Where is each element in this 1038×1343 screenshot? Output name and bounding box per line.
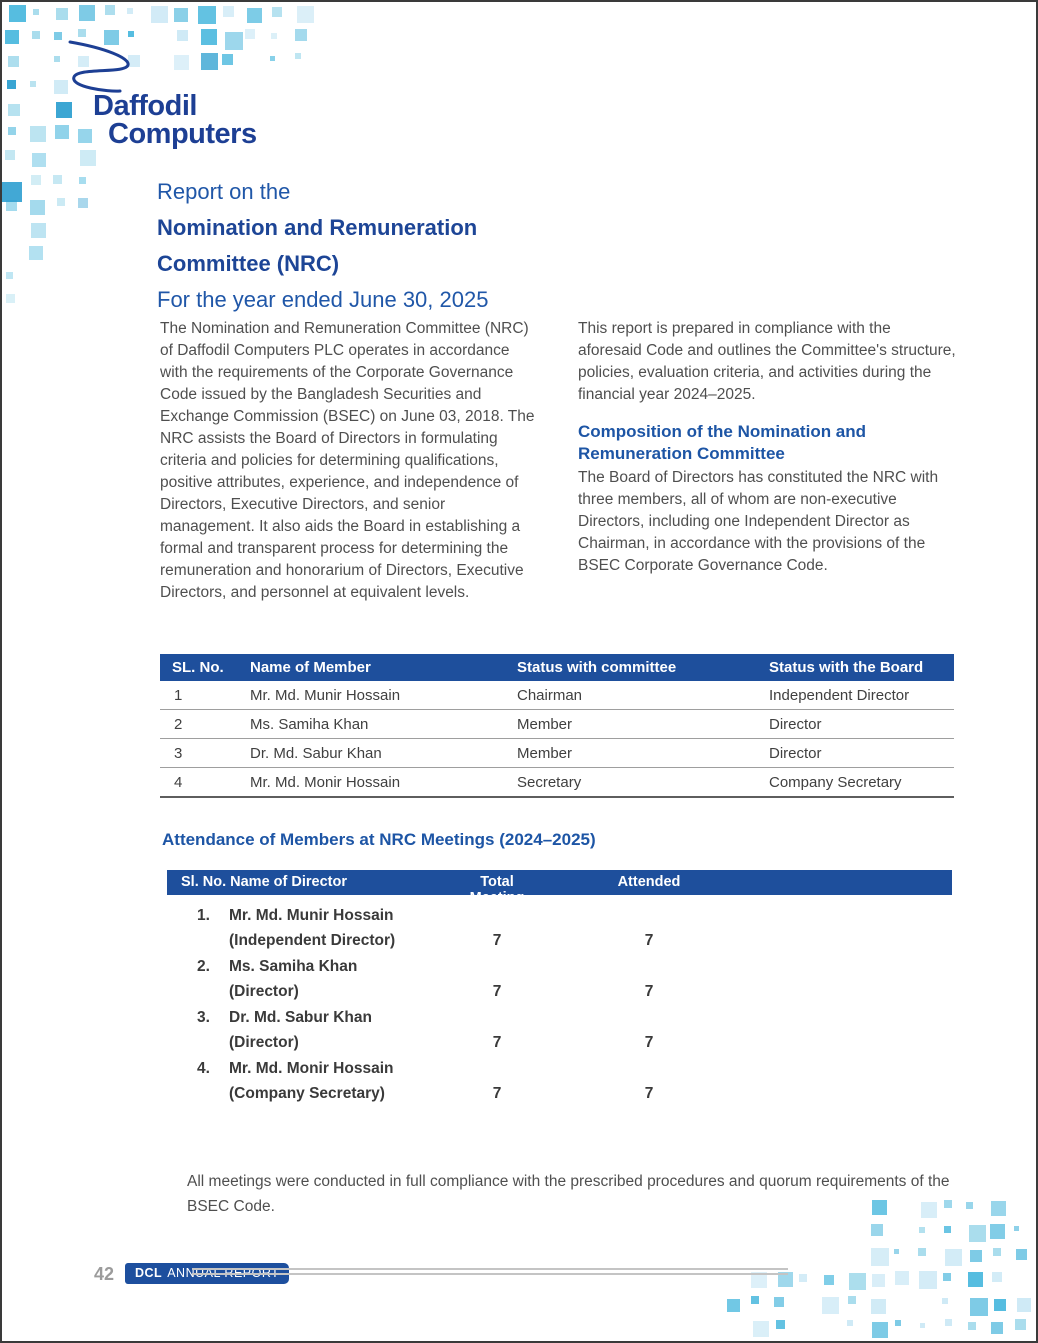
entry-role: (Director) <box>229 1034 299 1051</box>
cell-name: Ms. Samiha Khan <box>250 715 369 733</box>
cell-committee: Member <box>517 744 573 762</box>
members-header-committee: Status with committee <box>517 659 677 676</box>
entry-role: (Director) <box>229 983 299 1000</box>
members-header-sl: SL. No. <box>172 659 224 676</box>
entry-total: 7 <box>492 1034 502 1051</box>
title-line-4: For the year ended June 30, 2025 <box>157 287 489 312</box>
entry-name: Dr. Md. Sabur Khan <box>229 1009 372 1026</box>
composition-paragraph: The Board of Directors has constituted the NRC with three members, all of whom are non-executive Directors, including one Independent Director as Chairman, in accordance with the provisions of the BSEC Corporate Governance Code. <box>578 469 939 574</box>
entry-attended: 7 <box>644 932 654 949</box>
attendance-header-attended: Attended <box>617 874 681 890</box>
members-header-name: Name of Member <box>250 659 371 676</box>
list-item <box>167 1009 952 1060</box>
cell-name: Dr. Md. Sabur Khan <box>250 744 382 762</box>
entry-name: Mr. Md. Monir Hossain <box>229 1060 394 1077</box>
title-line-3: Committee (NRC) <box>157 251 340 276</box>
page-number: 42 <box>94 1264 115 1284</box>
daffodil-logo <box>60 34 320 154</box>
entry-total: 7 <box>492 932 502 949</box>
members-table-header <box>160 654 954 681</box>
attendance-table <box>167 870 952 1111</box>
report-title-block <box>157 174 488 318</box>
closing-paragraph: All meetings were conducted in full compliance with the prescribed procedures and quorum requirements of the BSEC Code. <box>187 1172 950 1215</box>
entry-role: (Independent Director) <box>229 932 396 949</box>
attendance-heading: Attendance of Members at NRC Meetings (2024–2025) <box>162 830 596 849</box>
cell-committee: Chairman <box>517 686 583 704</box>
title-line-1: Report on the <box>157 179 291 204</box>
cell-name: Mr. Md. Monir Hossain <box>250 773 401 791</box>
members-table <box>160 654 954 798</box>
entry-attended: 7 <box>644 983 654 1000</box>
entry-number: 3. <box>197 1009 210 1026</box>
footer-divider-line <box>192 1268 788 1275</box>
entry-role: (Company Secretary) <box>229 1085 385 1102</box>
cell-committee: Member <box>517 715 573 733</box>
intro-left-paragraph: The Nomination and Remuneration Committee (NRC) of Daffodil Computers PLC operates in accordance with the requirements of the Corporate Governance Code issued by the Bangladesh Securities and Exchange Commission (BSEC) on June 03, 2018. The NRC assists the Board of Directors in formulating criteria and policies for determining qualifications, positive attributes, experience, and independence of Directors, Executive Directors, and senior management. It also aids the Board in establishing a formal and transparent process for determining the remuneration and honorarium of Directors, Executive Directors, and personnel at equivalent levels. <box>160 320 535 601</box>
members-header-board: Status with the Board <box>769 659 924 676</box>
intro-right-column <box>578 318 958 604</box>
table-row <box>160 739 954 768</box>
cell-board: Independent Director <box>769 686 910 704</box>
logo-text-computers: Computers <box>108 118 257 150</box>
entry-attended: 7 <box>644 1034 654 1051</box>
table-row <box>160 768 954 798</box>
intro-left-column <box>160 318 540 604</box>
entry-attended: 7 <box>644 1085 654 1102</box>
entry-total: 7 <box>492 1085 502 1102</box>
cell-board: Director <box>769 744 822 762</box>
cell-sl: 2 <box>174 715 183 733</box>
composition-heading: Composition of the Nomination and Remuneration Committee <box>578 422 867 463</box>
cell-sl: 4 <box>174 773 183 791</box>
attendance-table-header <box>167 870 952 906</box>
cell-committee: Secretary <box>517 773 582 791</box>
list-item <box>167 958 952 1009</box>
cell-sl: 1 <box>174 686 183 704</box>
intro-columns <box>160 318 960 604</box>
entry-total: 7 <box>492 983 502 1000</box>
logo-text-daffodil: Daffodil <box>93 90 197 122</box>
table-row <box>160 681 954 710</box>
table-row <box>160 710 954 739</box>
badge-annual-report-text: ANNUAL REPORT <box>167 1266 280 1280</box>
entry-number: 2. <box>197 958 210 975</box>
badge-dcl-text: DCL <box>135 1266 163 1280</box>
cell-name: Mr. Md. Munir Hossain <box>250 686 401 704</box>
entry-name: Ms. Samiha Khan <box>229 958 358 975</box>
list-item <box>167 1060 952 1111</box>
list-item <box>167 907 952 958</box>
cell-board: Company Secretary <box>769 773 902 791</box>
cell-sl: 3 <box>174 744 183 762</box>
attendance-header-name: Sl. No. Name of Director <box>181 874 347 890</box>
entry-number: 4. <box>197 1060 210 1077</box>
intro-right-paragraph: This report is prepared in compliance with the aforesaid Code and outlines the Committee's structure, policies, evaluation criteria, and activities during the financial year 2024–2025. <box>578 320 956 403</box>
title-line-2: Nomination and Remuneration <box>157 215 478 240</box>
attendance-header-total: Total Meeting <box>469 874 525 906</box>
entry-number: 1. <box>197 907 210 924</box>
entry-name: Mr. Md. Munir Hossain <box>229 907 394 924</box>
attendance-table-body <box>167 895 952 1111</box>
cell-board: Director <box>769 715 822 733</box>
